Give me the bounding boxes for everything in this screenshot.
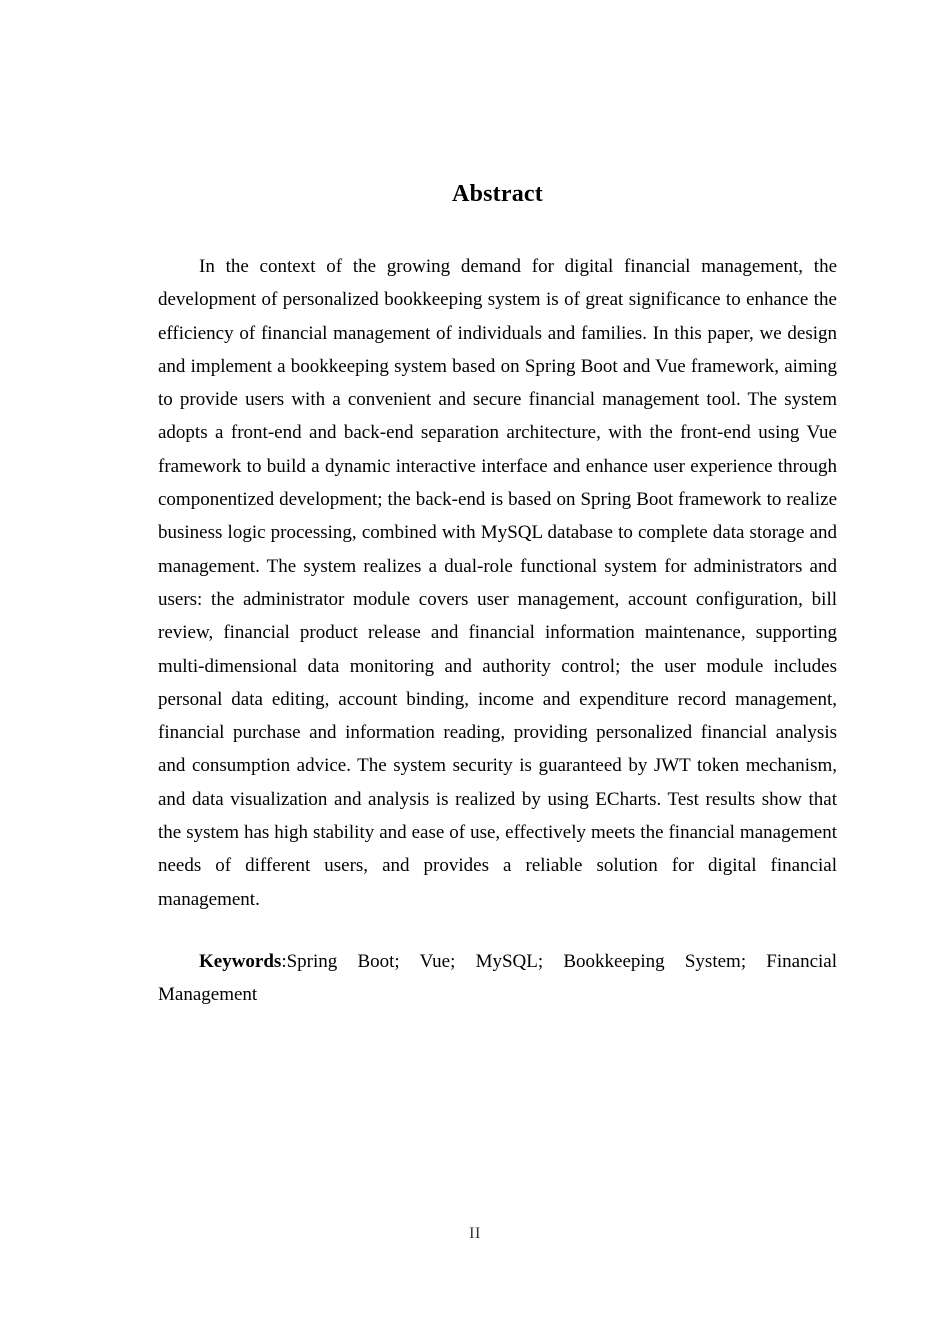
keywords-label: Keywords	[199, 951, 282, 972]
keywords-separator: :	[281, 951, 287, 972]
page-number: II	[469, 1225, 481, 1242]
abstract-paragraph: In the context of the growing demand for digital financial management, the development of personalized bookkeeping system is of great significance to enhance the efficiency of financial management of individuals and families. In this paper, we design and implement a bookkeeping system based on Spring Boot and Vue framework, aiming to provide users with a convenient and secure financial management tool. The system adopts a front-end and back-end separation architecture, with the front-end using Vue framework to build a dynamic interactive interface and enhance user experience through componentized development; the back-end is based on Spring Boot framework to realize business logic processing, combined with MySQL database to complete data storage and management. The system realizes a dual-role functional system for administrators and users: the administrator module covers user management, account configuration, bill review, financial product release and financial information maintenance, supporting multi-dimensional data monitoring and authority control; the user module includes personal data editing, account binding, income and expenditure record management, financial purchase and information reading, providing personalized financial analysis and consumption advice. The system security is guaranteed by JWT token mechanism, and data visualization and analysis is realized by using ECharts. Test results show that the system has high stability and ease of use, effectively meets the financial management needs of different users, and provides a reliable solution for digital financial management.	[158, 256, 837, 910]
keywords-value: Spring Boot; Vue; MySQL; Bookkeeping System; Financial Management	[158, 951, 837, 1006]
keywords-section	[158, 945, 837, 1012]
page-title: Abstract	[452, 181, 543, 208]
